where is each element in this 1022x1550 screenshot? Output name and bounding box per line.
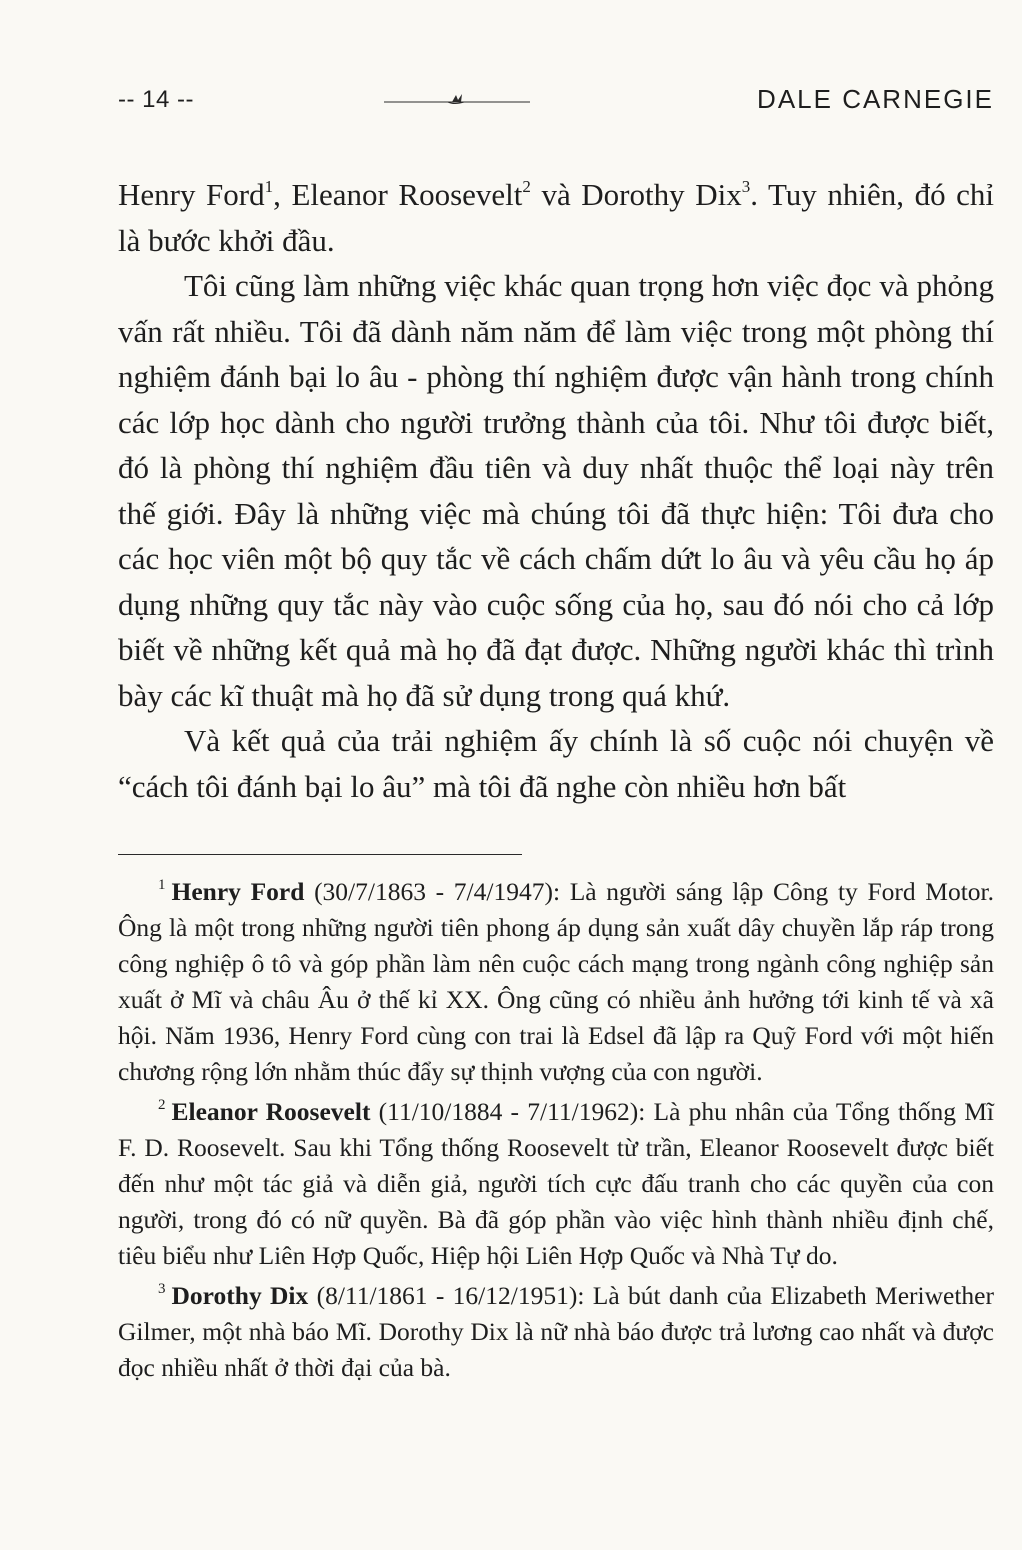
ornament-divider-icon (382, 90, 532, 110)
paragraph-2: Tôi cũng làm những việc khác quan trọng hơn việc đọc và phỏng vấn rất nhiều. Tôi đã dành năm năm để làm việc trong một phòng thí nghiệm đánh bại lo âu - phòng thí nghiệm được vận hành trong chính các lớp học dành cho người trưởng thành của tôi. Như tôi được biết, đó là phòng thí nghiệm đầu tiên và duy nhất thuộc thể loại này trên thế giới. Đây là những việc mà chúng tôi đã thực hiện: Tôi đưa cho các học viên một bộ quy tắc về cách chấm dứt lo âu và yêu cầu họ áp dụng những quy tắc này vào cuộc sống của họ, sau đó nói cho cả lớp biết về những kết quả mà họ đã đạt được. Những người khác thì trình bày các kĩ thuật mà họ đã sử dụng trong quá khứ. (118, 268, 994, 713)
footnote-1 (118, 874, 994, 1090)
footnote-number: 1 (158, 877, 166, 893)
footnote-separator (118, 854, 522, 855)
footnote-2 (118, 1094, 994, 1274)
footnote-text: (8/11/1861 - 16/12/1951): Là bút danh của Elizabeth Meriwether Gilmer, một nhà báo Mĩ. Dorothy Dix là nữ nhà báo được trả lương cao nhất và được đọc nhiều nhất ở thời đại của bà. (118, 1281, 994, 1382)
footnote-ref-2: 2 (522, 177, 531, 196)
body-text (118, 172, 994, 809)
footnote-name: Henry Ford (171, 877, 305, 906)
footnote-name: Eleanor Roosevelt (171, 1097, 371, 1126)
footnote-text: (30/7/1863 - 7/4/1947): Là người sáng lập Công ty Ford Motor. Ông là một trong những người tiên phong áp dụng sản xuất dây chuyền lắp ráp trong công nghiệp ô tô và góp phần làm nên cuộc cách mạng trong ngành công nghiệp sản xuất ở Mĩ và châu Âu ở thế kỉ XX. Ông cũng có nhiều ảnh hưởng tới kinh tế và xã hội. Năm 1936, Henry Ford cùng con trai là Edsel đã lập ra Quỹ Ford với một hiến chương rộng lớn nhằm thúc đẩy sự thịnh vượng của con người. (118, 877, 995, 1086)
running-title: DALE CARNEGIE (757, 84, 994, 114)
footnote-number: 2 (158, 1097, 166, 1113)
page-number: -- 14 -- (118, 86, 194, 113)
footnote-name: Dorothy Dix (171, 1281, 309, 1310)
footnote-number: 3 (158, 1281, 166, 1297)
footnote-ref-1: 1 (264, 177, 274, 196)
paragraph-3: Và kết quả của trải nghiệm ấy chính là số cuộc nói chuyện về “cách tôi đánh bại lo âu” mà tôi đã nghe còn nhiều hơn bất (118, 723, 994, 804)
footnote-ref-3: 3 (741, 177, 751, 196)
footnotes (118, 874, 994, 1390)
footnote-text: (11/10/1884 - 7/11/1962): Là phu nhân của Tổng thống Mĩ F. D. Roosevelt. Sau khi Tổng thống Roosevelt từ trần, Eleanor Roosevelt được biết đến như một tác giả và diễn giả, người tích cực đấu tranh cho các quyền của con người, trong đó có nữ quyền. Bà đã góp phần vào việc hình thành nhiều định chế, tiêu biểu như Liên Hợp Quốc, Hiệp hội Liên Hợp Quốc và Nhà Tự do. (118, 1097, 994, 1270)
paragraph-1: Henry Ford$^1$, Eleanor Roosevelt$^2$ và Dorothy Dix$^3$. Tuy nhiên, đó chỉ là bước khởi đầu. (118, 177, 995, 258)
footnote-3 (118, 1278, 994, 1386)
page-header (118, 84, 994, 120)
